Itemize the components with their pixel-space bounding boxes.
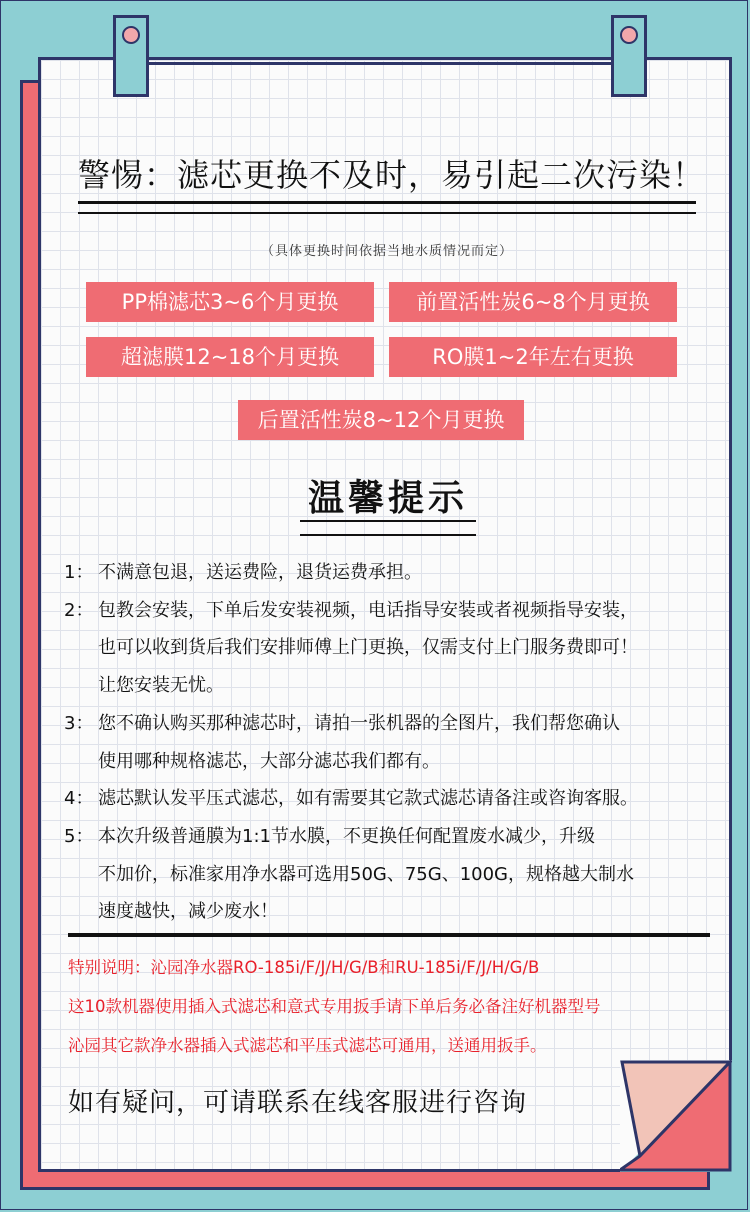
contact-line: 如有疑问，可请联系在线客服进行咨询 — [68, 1088, 528, 1118]
pill-pp-cotton: PP棉滤芯3~6个月更换 — [86, 282, 374, 322]
pill-post-carbon: 后置活性炭8~12个月更换 — [238, 400, 524, 440]
binder-hole-left — [122, 26, 140, 44]
tip-line: 您不确认购买那种滤芯时，请拍一张机器的全图片，我们帮您确认 — [98, 712, 620, 734]
special-rule — [68, 933, 710, 937]
tip-line: 也可以收到货后我们安排师傅上门更换，仅需支付上门服务费即可！ — [98, 637, 638, 659]
special-notice — [68, 948, 728, 1065]
binder-tab-right — [611, 15, 647, 97]
binder-tab-left — [113, 15, 149, 97]
special-line: 特别说明：沁园净水器RO-185i/F/J/H/G/B和RU-185i/F/J/H/G/B — [68, 958, 540, 977]
tip-line: 本次升级普通膜为1:1节水膜，不更换任何配置废水减少，升级 — [98, 825, 595, 847]
headline: 警惕：滤芯更换不及时，易引起二次污染！ — [78, 156, 706, 194]
pill-ultrafiltration: 超滤膜12~18个月更换 — [86, 337, 374, 377]
tip-line: 速度越快，减少废水！ — [98, 901, 278, 923]
tips-title: 温馨提示 — [307, 478, 468, 519]
tip-item-3 — [64, 705, 724, 780]
headline-rule-thick — [78, 201, 696, 204]
tips-rule-upper — [300, 520, 476, 522]
tip-number: 2： — [64, 599, 94, 621]
tip-line: 包教会安装，下单后发安装视频，电话指导安装或者视频指导安装， — [98, 599, 638, 621]
tip-line: 滤芯默认发平压式滤芯，如有需要其它款式滤芯请备注或咨询客服。 — [98, 788, 638, 810]
tip-item-5 — [64, 818, 724, 931]
pill-ro-membrane: RO膜1~2年左右更换 — [389, 337, 677, 377]
headline-rule-thin — [78, 212, 696, 214]
pill-pre-carbon: 前置活性炭6~8个月更换 — [389, 282, 677, 322]
binder-hole-right — [620, 26, 638, 44]
tip-line: 不加价，标准家用净水器可选用50G、75G、100G，规格越大制水 — [98, 863, 635, 885]
tip-number: 1： — [64, 562, 94, 583]
tip-item-4 — [64, 780, 724, 818]
tips-rule-lower — [300, 534, 476, 536]
replacement-note: （具体更换时间依据当地水质情况而定） — [260, 244, 513, 259]
binder-strap — [146, 62, 614, 82]
tip-item-2 — [64, 592, 724, 705]
special-line: 沁园其它款净水器插入式滤芯和平压式滤芯可通用，送通用扳手。 — [68, 1036, 547, 1055]
tip-line: 让您安装无忧。 — [98, 675, 224, 697]
special-line: 这10款机器使用插入式滤芯和意式专用扳手请下单后务必备注好机器型号 — [68, 997, 601, 1016]
tip-line: 不满意包退，送运费险，退货运费承担。 — [98, 562, 422, 583]
tip-number: 3： — [64, 712, 94, 734]
tip-number: 5： — [64, 825, 94, 847]
tips-list — [64, 554, 724, 931]
tip-line: 使用哪种规格滤芯，大部分滤芯我们都有。 — [98, 750, 440, 772]
tip-number: 4： — [64, 788, 94, 810]
tip-item-1 — [64, 554, 724, 592]
